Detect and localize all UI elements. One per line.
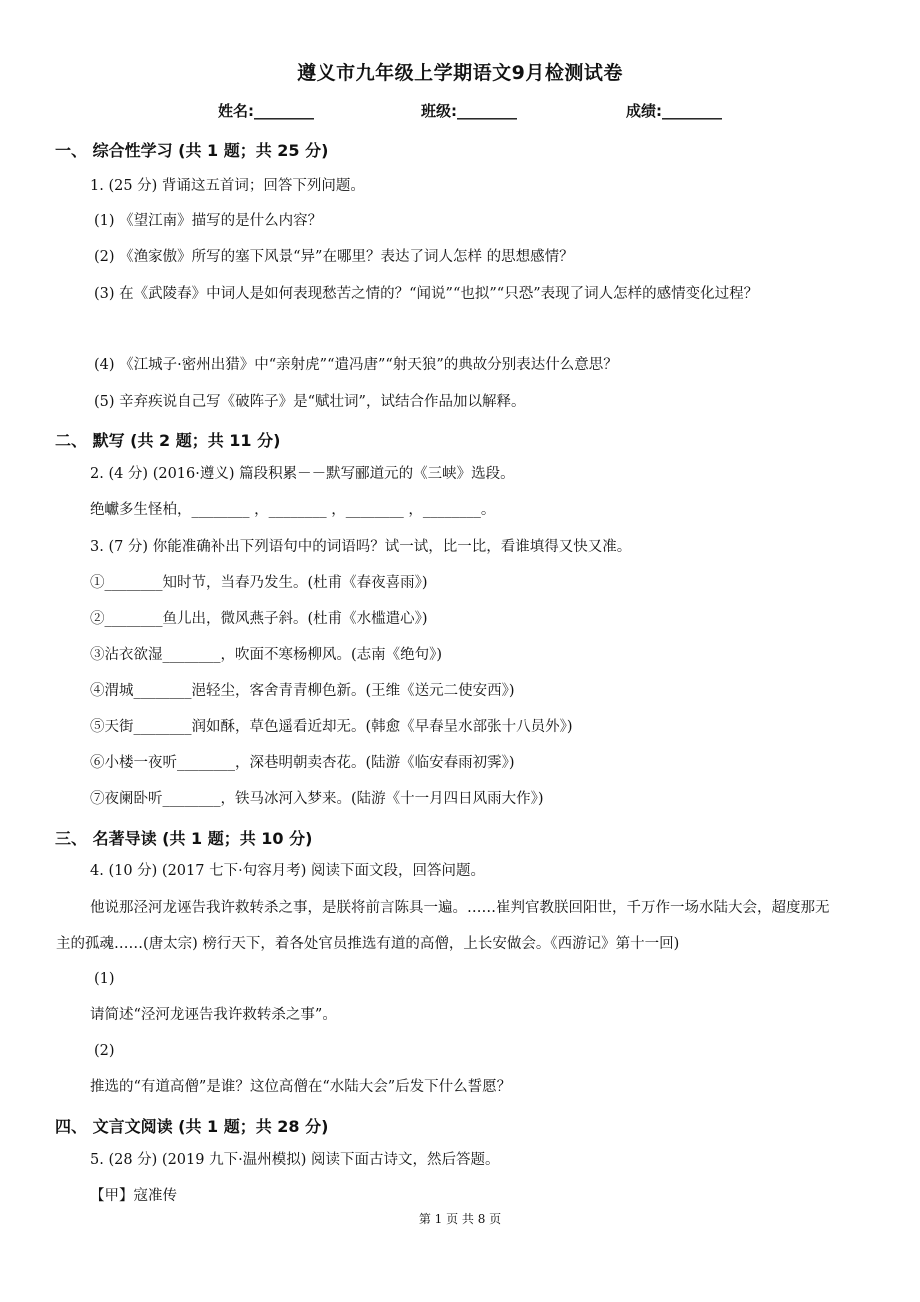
question-1-part-2: (2) 《渔家傲》所写的塞下风景“异”在哪里？表达了词人怎样 的思想感情？ — [94, 249, 574, 265]
question-4-stem: 4. (10 分) (2017 七下·句容月考) 阅读下面文段，回答问题。 — [90, 863, 485, 879]
question-4-sub-1-label: (1) — [94, 971, 115, 987]
question-3-stem: 3. (7 分) 你能准确补出下列语句中的词语吗？试一试，比一比，看谁填得又快又准。 — [90, 539, 632, 555]
question-4-sub-2-label: (2) — [94, 1043, 115, 1059]
question-1-part-3: (3) 在《武陵春》中词人是如何表现愁苦之情的？“闻说”“也拟”“只恐”表现了词人怎样的感情变化过程？ — [94, 286, 759, 302]
question-3-item: ③沾衣欲湿________，吹面不寒杨柳风。(志南《绝句》) — [90, 647, 443, 663]
page-footer: 第 1 页 共 8 页 — [418, 1212, 502, 1226]
question-3-item: ⑥小楼一夜听________，深巷明朝卖杏花。(陆游《临安春雨初霁》) — [90, 755, 515, 771]
section-heading-3: 三、 名著导读 (共 1 题；共 10 分) — [55, 829, 313, 848]
question-1-part-4: (4) 《江城子·密州出猎》中“亲射虎”“遣冯唐”“射天狼”的典故分别表达什么意思？ — [94, 357, 618, 373]
section-heading-4: 四、 文言文阅读 (共 1 题；共 28 分) — [55, 1117, 329, 1136]
section-heading-1: 一、 综合性学习 (共 1 题；共 25 分) — [55, 141, 329, 160]
question-3-item: ⑤天街________润如酥，草色遥看近却无。(韩愈《早春呈水部张十八员外》) — [90, 719, 573, 735]
question-3-item: ①________知时节，当春乃发生。(杜甫《春夜喜雨》) — [90, 575, 428, 591]
question-3-item: ④渭城________浥轻尘，客舍青青柳色新。(王维《送元二使安西》) — [90, 683, 515, 699]
page-title: 遵义市九年级上学期语文9月检测试卷 — [297, 62, 623, 84]
question-1-stem: 1. (25 分) 背诵这五首词；回答下列问题。 — [90, 178, 365, 194]
section-heading-2: 二、 默写 (共 2 题；共 11 分) — [55, 431, 281, 450]
question-1-part-1: (1) 《望江南》描写的是什么内容？ — [94, 213, 323, 229]
question-1-part-5: (5) 辛弃疾说自己写《破阵子》是“赋壮词”，试结合作品加以解释。 — [94, 394, 526, 410]
name-field: 姓名:________ — [218, 102, 314, 120]
question-5-stem: 5. (28 分) (2019 九下·温州模拟) 阅读下面古诗文，然后答题。 — [90, 1152, 500, 1168]
question-2-fill-line: 绝巘多生怪柏，________ ，________ ，________ ，________。 — [90, 502, 496, 518]
question-5-passage-title: 【甲】寇准传 — [90, 1188, 177, 1204]
question-4-sub-1-text: 请简述“泾河龙诬告我许救转杀之事”。 — [90, 1007, 337, 1023]
question-3-item: ⑦夜阑卧听________，铁马冰河入梦来。(陆游《十一月四日风雨大作》) — [90, 791, 544, 807]
question-2-stem: 2. (4 分) (2016·遵义) 篇段积累－－默写郦道元的《三峡》选段。 — [90, 466, 515, 482]
score-field: 成绩:________ — [626, 102, 722, 120]
question-4-sub-2-text: 推选的“有道高僧”是谁？这位高僧在“水陆大会”后发下什么誓愿？ — [90, 1079, 512, 1095]
class-field: 班级:________ — [421, 102, 517, 120]
question-4-passage: 他说那泾河龙诬告我许救转杀之事，是朕将前言陈具一遍。……崔判官教朕回阳世，千万作一场水陆大会，超度那无主的孤魂……(唐太宗) 榜行天下，着各处官员推选有道的高僧，上长安做会。《西游记》第十一回) — [56, 900, 830, 952]
question-3-item: ②________鱼儿出，微风燕子斜。(杜甫《水槛遣心》) — [90, 611, 428, 627]
